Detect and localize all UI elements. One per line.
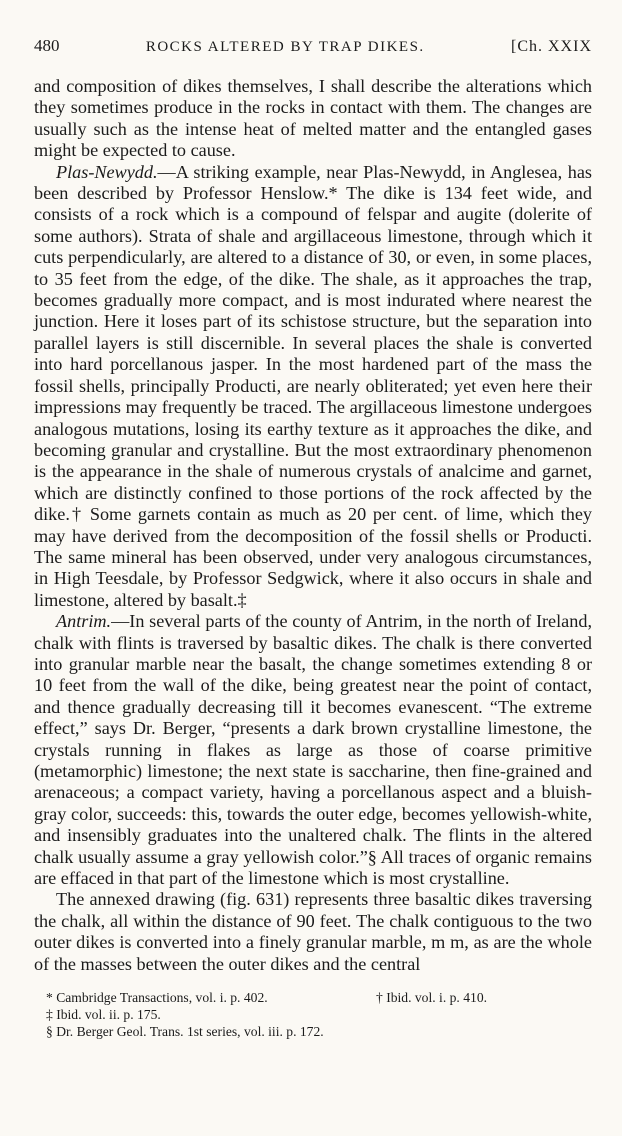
footnote-3: ‡ Ibid. vol. ii. p. 175. — [46, 1007, 161, 1023]
page-header — [34, 36, 592, 76]
running-title: ROCKS ALTERED BY TRAP DIKES. — [145, 39, 425, 55]
run-in-heading: Plas-Newydd. — [56, 161, 158, 182]
footnote-2: † Ibid. vol. i. p. 410. — [376, 990, 488, 1006]
chapter-label: [Ch. XXIX — [511, 38, 592, 55]
footnote-4: § Dr. Berger Geol. Trans. 1st series, vol. iii. p. 172. — [46, 1024, 324, 1040]
page-number: 480 — [34, 36, 60, 55]
paragraph-2: Plas-Newydd.—A striking example, near Plas-Newydd, in Anglesea, has been described by Professor Henslow.* The dike is 134 feet wide, and consists of a rock which is a compound of felspar and augite (dolerite of some authors). Strata of shale and argillaceous limestone, through which it cuts perpendicularly, are altered to a distance of 30, or even, in some places, to 35 feet from the edge, of the dike. The shale, as it approaches the trap, becomes gradually more compact, and is most indurated where nearest the junction. Here it loses part of its schistose structure, but the separation into parallel layers is still discernible. In several places the shale is converted into hard porcellanous jasper. In the most hardened part of the mass the fossil shells, principally Producti, are nearly obliterated; yet even here their impressions may frequently be traced. The argillaceous limestone undergoes analogous mutations, losing its earthy texture as it approaches the dike, and becoming granular and crystalline. But the most extraordinary phenomenon is the appearance in the shale of numerous crystals of analcime and garnet, which are distinctly confined to those portions of the rock affected by the dike.† Some garnets contain as much as 20 per cent. of lime, which they may have derived from the decomposition of the fossil shells or Producti. The same mineral has been observed, under very analogous circumstances, in High Teesdale, by Professor Sedgwick, where it also occurs in shale and limestone, altered by basalt.‡ — [34, 161, 592, 610]
paragraph-3: Antrim.—In several parts of the county of Antrim, in the north of Ireland, chalk with flints is traversed by basaltic dikes. The chalk is there converted into granular marble near the basalt, the change sometimes extending 8 or 10 feet from the wall of the dike, being greatest near the point of contact, and thence gradually decreasing till it becomes evanescent. “The extreme effect,” says Dr. Berger, “presents a dark brown crystalline limestone, the crystals running in flakes as large as those of coarse primitive (metamorphic) limestone; the next state is saccharine, then fine-grained and arenaceous; a compact variety, having a porcellanous aspect and a bluish-gray color, succeeds: this, towards the outer edge, becomes yellowish-white, and insensibly graduates into the unaltered chalk. The flints in the altered chalk usually assume a gray yellowish color.”§ All traces of organic remains are effaced in that part of the limestone which is most crystalline. — [34, 611, 592, 889]
footnote-1: * Cambridge Transactions, vol. i. p. 402. — [46, 990, 268, 1006]
paragraph-1: and composition of dikes themselves, I shall describe the alterations which they sometimes produce in the rocks in contact with them. The changes are usually such as the intense heat of melted matter and the entangled gases might be expected to cause. — [34, 76, 592, 161]
body-text — [34, 76, 592, 975]
paragraph-4: The annexed drawing (fig. 631) represents three basaltic dikes traversing the chalk, all within the distance of 90 feet. The chalk contiguous to the two outer dikes is converted into a finely granular marble, m m, as are the whole of the masses between the outer dikes and the central — [34, 889, 592, 974]
footnotes — [34, 989, 592, 1040]
run-in-heading: Antrim. — [56, 611, 112, 632]
